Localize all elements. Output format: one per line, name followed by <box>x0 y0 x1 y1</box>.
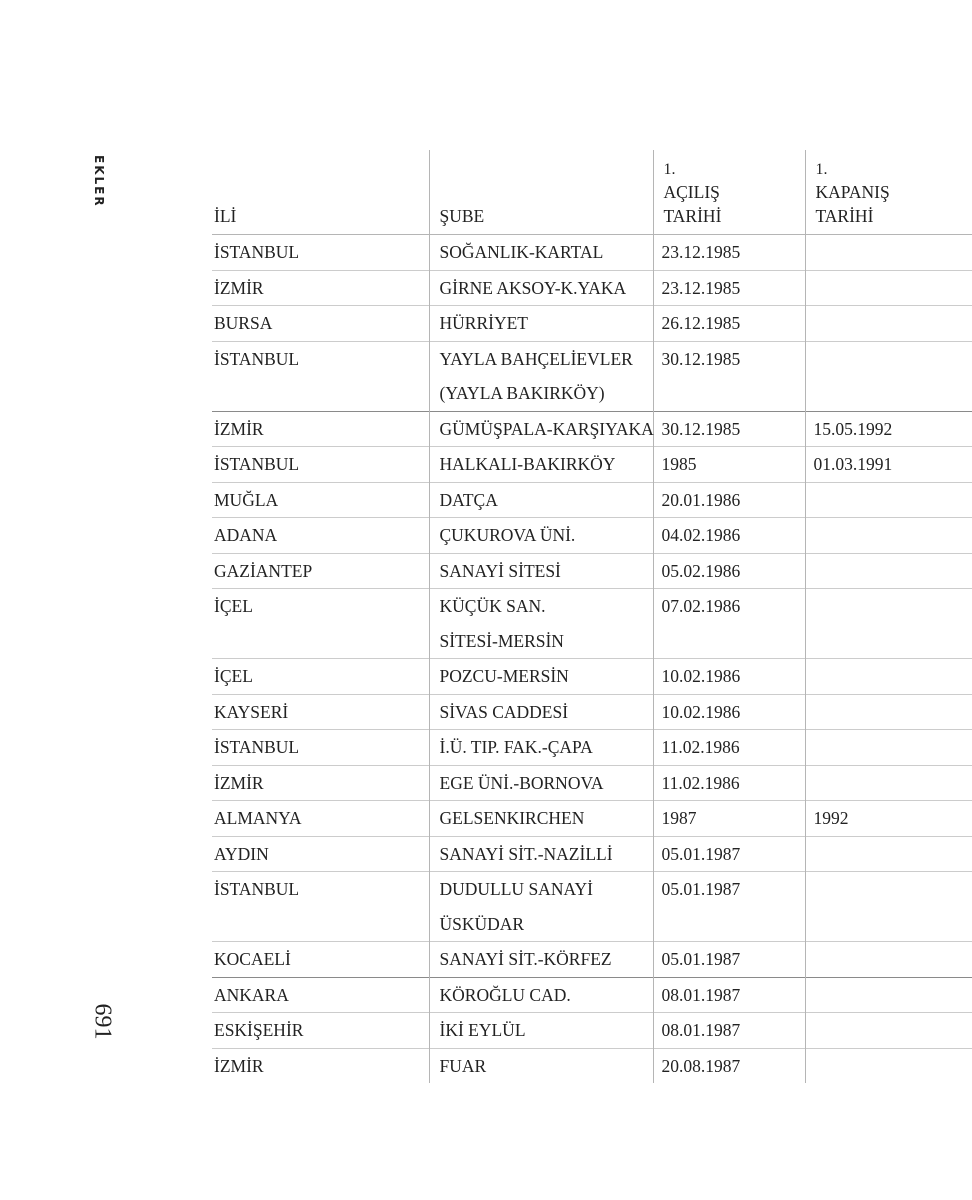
cell-sube <box>429 235 653 271</box>
table-row <box>212 411 972 447</box>
cell-sube-text: FUAR <box>439 1055 487 1076</box>
cell-il-text: İZMİR <box>214 1055 264 1076</box>
cell-acilis-text: 08.01.1987 <box>661 1020 741 1040</box>
cell-il <box>212 942 429 978</box>
table-row <box>212 270 972 306</box>
table-row <box>212 659 972 695</box>
header-acilis-line1: AÇILIŞ <box>663 182 720 202</box>
cell-sube <box>429 659 653 695</box>
cell-acilis-tarihi <box>653 341 805 411</box>
cell-acilis-tarihi <box>653 977 805 1013</box>
cell-acilis-tarihi <box>653 270 805 306</box>
cell-il <box>212 589 429 659</box>
table-row <box>212 235 972 271</box>
cell-sube <box>429 801 653 837</box>
cell-kapanis-tarihi <box>805 235 972 271</box>
cell-acilis-text: 30.12.1985 <box>661 348 741 369</box>
cell-il <box>212 518 429 554</box>
cell-sube <box>429 730 653 766</box>
cell-sube <box>429 589 653 659</box>
cell-sube-text: GÜMÜŞPALA-KARŞIYAKA <box>439 418 654 439</box>
cell-il <box>212 553 429 589</box>
cell-kapanis-tarihi <box>805 589 972 659</box>
table-row <box>212 447 972 483</box>
cell-il-text: ADANA <box>214 525 278 545</box>
cell-sube-text: POZCU-MERSİN <box>439 666 569 686</box>
page-number: 691 <box>89 1003 116 1040</box>
cell-sube <box>429 447 653 483</box>
cell-acilis-text: 05.01.1987 <box>661 843 741 864</box>
cell-acilis-text: 05.01.1987 <box>661 949 741 969</box>
cell-sube-text: SİVAS CADDESİ <box>439 701 569 722</box>
cell-kapanis-tarihi <box>805 765 972 801</box>
cell-kapanis-tarihi <box>805 1048 972 1083</box>
cell-sube-text: EGE ÜNİ.-BORNOVA <box>439 772 604 793</box>
cell-acilis-text: 23.12.1985 <box>661 277 741 298</box>
cell-acilis-text: 11.02.1986 <box>661 737 740 757</box>
cell-il-text: KAYSERİ <box>214 701 289 722</box>
cell-il <box>212 270 429 306</box>
cell-acilis-text: 23.12.1985 <box>661 242 741 262</box>
cell-kapanis-tarihi <box>805 659 972 695</box>
cell-il-text: İSTANBUL <box>214 737 300 757</box>
cell-il-text: ALMANYA <box>214 808 302 828</box>
cell-kapanis-tarihi <box>805 942 972 978</box>
cell-kapanis-text: 15.05.1992 <box>813 418 893 439</box>
cell-acilis-text: 07.02.1986 <box>661 596 741 616</box>
cell-il <box>212 1013 429 1049</box>
cell-acilis-tarihi <box>653 1013 805 1049</box>
cell-kapanis-tarihi <box>805 447 972 483</box>
cell-il-text: İSTANBUL <box>214 242 300 262</box>
cell-il-text: MUĞLA <box>214 489 279 510</box>
cell-sube-text: SOĞANLIK-KARTAL <box>439 242 604 262</box>
cell-acilis-tarihi <box>653 765 805 801</box>
table-row <box>212 1048 972 1083</box>
cell-il-text: İZMİR <box>214 277 264 298</box>
cell-sube <box>429 553 653 589</box>
cell-sube-text-line2: SİTESİ-MERSİN <box>439 630 564 651</box>
cell-il-text: İSTANBUL <box>214 348 300 369</box>
cell-sube-text: SANAYİ SİT.-NAZİLLİ <box>439 843 613 864</box>
cell-acilis-tarihi <box>653 836 805 872</box>
cell-acilis-tarihi <box>653 942 805 978</box>
cell-acilis-text: 11.02.1986 <box>661 772 740 793</box>
cell-acilis-tarihi <box>653 801 805 837</box>
cell-acilis-text: 1985 <box>661 454 697 474</box>
cell-il-text: İZMİR <box>214 418 264 439</box>
header-kapanis-number: 1. <box>815 161 828 178</box>
cell-sube-text: İKİ EYLÜL <box>439 1020 526 1040</box>
header-il: İLİ <box>214 206 237 226</box>
cell-acilis-text: 10.02.1986 <box>661 666 741 686</box>
cell-acilis-tarihi <box>653 730 805 766</box>
cell-il <box>212 765 429 801</box>
cell-sube-text-line2: ÜSKÜDAR <box>439 913 525 934</box>
cell-acilis-tarihi <box>653 447 805 483</box>
cell-kapanis-tarihi <box>805 801 972 837</box>
cell-kapanis-tarihi <box>805 836 972 872</box>
cell-kapanis-tarihi <box>805 694 972 730</box>
cell-acilis-text: 05.01.1987 <box>661 879 741 899</box>
cell-acilis-text: 04.02.1986 <box>661 525 741 545</box>
cell-kapanis-tarihi <box>805 341 972 411</box>
cell-acilis-tarihi <box>653 872 805 942</box>
header-kapanis-tarihi <box>805 150 972 235</box>
table-row <box>212 836 972 872</box>
cell-acilis-text: 30.12.1985 <box>661 418 741 439</box>
cell-il <box>212 801 429 837</box>
cell-sube <box>429 836 653 872</box>
header-acilis-line2: TARİHİ <box>663 206 722 226</box>
cell-acilis-text: 20.01.1986 <box>661 489 741 510</box>
cell-il <box>212 730 429 766</box>
cell-il <box>212 411 429 447</box>
cell-sube-text: GELSENKIRCHEN <box>439 808 585 828</box>
cell-kapanis-tarihi <box>805 553 972 589</box>
cell-kapanis-tarihi <box>805 1013 972 1049</box>
cell-sube-text-line2: (YAYLA BAKIRKÖY) <box>439 383 605 403</box>
cell-kapanis-tarihi <box>805 730 972 766</box>
cell-il-text: İSTANBUL <box>214 879 300 899</box>
table-row <box>212 694 972 730</box>
cell-sube-text: ÇUKUROVA ÜNİ. <box>439 525 576 545</box>
cell-acilis-text: 20.08.1987 <box>661 1055 741 1076</box>
cell-kapanis-text: 1992 <box>813 808 849 828</box>
cell-il-text: İÇEL <box>214 596 253 616</box>
cell-il-text: İSTANBUL <box>214 454 300 474</box>
cell-acilis-tarihi <box>653 589 805 659</box>
cell-acilis-tarihi <box>653 694 805 730</box>
cell-acilis-text: 08.01.1987 <box>661 984 741 1005</box>
table-row <box>212 518 972 554</box>
cell-il-text: AYDIN <box>214 843 269 864</box>
cell-kapanis-tarihi <box>805 482 972 518</box>
cell-il-text: KOCAELİ <box>214 949 291 969</box>
header-kapanis-line1: KAPANIŞ <box>815 182 890 202</box>
cell-sube <box>429 1048 653 1083</box>
table-row <box>212 765 972 801</box>
cell-il <box>212 1048 429 1083</box>
cell-il <box>212 694 429 730</box>
cell-il <box>212 659 429 695</box>
cell-sube <box>429 942 653 978</box>
cell-il <box>212 306 429 342</box>
cell-sube-text: HALKALI-BAKIRKÖY <box>439 454 616 474</box>
cell-kapanis-tarihi <box>805 411 972 447</box>
cell-kapanis-text: 01.03.1991 <box>813 454 893 474</box>
cell-acilis-tarihi <box>653 659 805 695</box>
cell-acilis-tarihi <box>653 1048 805 1083</box>
table-body <box>212 235 972 1084</box>
cell-acilis-text: 1987 <box>661 808 697 828</box>
cell-acilis-tarihi <box>653 306 805 342</box>
cell-kapanis-tarihi <box>805 977 972 1013</box>
cell-il-text: ESKİŞEHİR <box>214 1020 304 1040</box>
cell-sube-text: HÜRRİYET <box>439 313 528 333</box>
cell-sube-text: GİRNE AKSOY-K.YAKA <box>439 277 627 298</box>
cell-il <box>212 482 429 518</box>
cell-sube <box>429 482 653 518</box>
table-row <box>212 589 972 659</box>
cell-il-text: İZMİR <box>214 772 264 793</box>
cell-il <box>212 977 429 1013</box>
table-row <box>212 872 972 942</box>
cell-sube-text: DATÇA <box>439 489 498 510</box>
table-row <box>212 306 972 342</box>
cell-kapanis-tarihi <box>805 518 972 554</box>
cell-acilis-tarihi <box>653 411 805 447</box>
cell-acilis-text: 05.02.1986 <box>661 560 741 581</box>
cell-il-text: İÇEL <box>214 666 253 686</box>
table-row <box>212 977 972 1013</box>
cell-sube <box>429 765 653 801</box>
cell-sube-text: KÖROĞLU CAD. <box>439 984 571 1005</box>
table-row <box>212 341 972 411</box>
cell-il <box>212 341 429 411</box>
cell-il-text: ANKARA <box>214 984 289 1005</box>
cell-kapanis-tarihi <box>805 872 972 942</box>
cell-sube <box>429 977 653 1013</box>
table-row <box>212 1013 972 1049</box>
header-sube: ŞUBE <box>429 150 653 235</box>
table-row <box>212 553 972 589</box>
cell-acilis-tarihi <box>653 553 805 589</box>
cell-sube <box>429 518 653 554</box>
table-header-row <box>212 150 972 235</box>
table-row <box>212 801 972 837</box>
cell-acilis-text: 10.02.1986 <box>661 701 741 722</box>
cell-acilis-tarihi <box>653 482 805 518</box>
cell-il <box>212 836 429 872</box>
table-row <box>212 942 972 978</box>
header-kapanis-line2: TARİHİ <box>815 206 874 226</box>
cell-sube <box>429 306 653 342</box>
cell-sube <box>429 270 653 306</box>
cell-sube <box>429 341 653 411</box>
cell-sube-text: SANAYİ SİT.-KÖRFEZ <box>439 949 612 969</box>
cell-il <box>212 235 429 271</box>
cell-sube <box>429 1013 653 1049</box>
cell-sube-text: DUDULLU SANAYİ <box>439 879 593 899</box>
cell-sube <box>429 411 653 447</box>
table-row <box>212 482 972 518</box>
cell-kapanis-tarihi <box>805 306 972 342</box>
header-acilis-number: 1. <box>663 161 676 178</box>
cell-il-text: BURSA <box>214 313 273 333</box>
branch-table <box>212 150 972 1083</box>
cell-kapanis-tarihi <box>805 270 972 306</box>
branch-table-container <box>212 150 900 1076</box>
header-acilis-tarihi <box>653 150 805 235</box>
table-row <box>212 730 972 766</box>
cell-sube-text: İ.Ü. TIP. FAK.-ÇAPA <box>439 737 593 757</box>
cell-sube <box>429 872 653 942</box>
cell-sube <box>429 694 653 730</box>
cell-il <box>212 447 429 483</box>
cell-sube-text: SANAYİ SİTESİ <box>439 560 561 581</box>
cell-acilis-tarihi <box>653 518 805 554</box>
cell-sube-text: KÜÇÜK SAN. <box>439 596 546 616</box>
cell-il <box>212 872 429 942</box>
cell-acilis-text: 26.12.1985 <box>661 313 741 333</box>
cell-sube-text: YAYLA BAHÇELİEVLER <box>439 348 633 369</box>
cell-il-text: GAZİANTEP <box>214 560 313 581</box>
section-label: EKLER <box>92 155 106 208</box>
cell-acilis-tarihi <box>653 235 805 271</box>
